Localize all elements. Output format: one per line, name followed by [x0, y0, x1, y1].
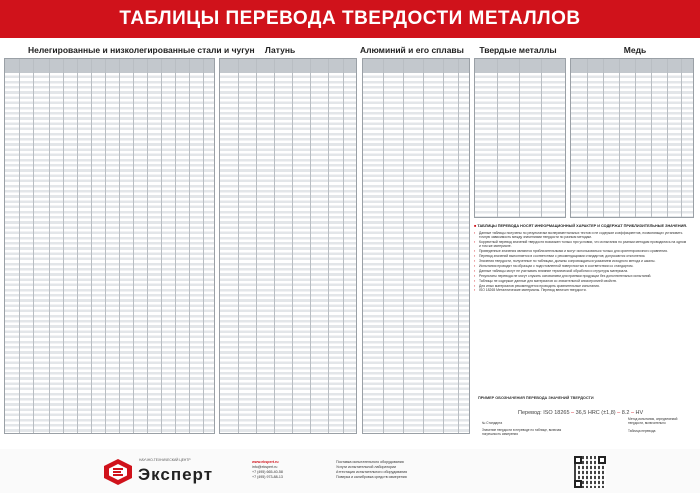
services-list	[336, 460, 407, 480]
example-prefix: Перевод:	[518, 410, 542, 416]
example-value: 36,5 HRC (±1,8)	[575, 410, 616, 416]
notes-heading: ■ ТАБЛИЦЫ ПЕРЕВОДА НОСЯТ ИНФОРМАЦИОННЫЙ ХАРАКТЕР И СОДЕРЖАТ ПРИБЛИЗИТЕЛЬНЫЕ ЗНАЧЕНИЯ.	[474, 224, 688, 228]
table-brass	[219, 58, 357, 434]
example-block	[478, 396, 686, 438]
note-item: ▪ Данные таблицы получены по результатам экспериментальных тестов и не содержат коэффициентов, позволяющих установить точную зависимость между значениями твердости по разным методам.	[474, 231, 688, 240]
contacts	[252, 460, 283, 480]
note-item: ▪ Корректный перевод значений твердости возможен только при условии, что испытания по разным методам проводились на одном и том же материале.	[474, 240, 688, 249]
table-steel	[4, 58, 215, 434]
company-logo	[103, 458, 133, 486]
brand-subtitle: НАУЧНО-ТЕХНИЧЕСКИЙ ЦЕНТР	[139, 458, 191, 462]
qr-marker	[598, 456, 606, 464]
annotation-value: Значение твердости в переводе по таблице, включая погрешность измерения	[482, 428, 562, 436]
website-link[interactable]: www.ekspert.ru	[252, 460, 279, 464]
section-title-copper: Медь	[623, 45, 647, 55]
note-item: ▪ Приведенные значения являются приблизительными и могут использоваться только для ориентировочного сравнения.	[474, 249, 688, 254]
table-copper	[570, 58, 694, 218]
section-title-hard-metals: Твердые металлы	[479, 45, 557, 55]
service-item: Аттестация испытательного оборудования	[336, 470, 408, 474]
section-title-aluminum: Алюминий и его сплавы	[360, 45, 464, 55]
note-item: ▪ ISO 18265 Металлические материалы. Перевод величин твердости.	[474, 288, 688, 293]
note-item: ▪ Таблицы не содержат данные для материалов со значительной анизотропией свойств.	[474, 279, 688, 284]
service-item: Поверка и калибровка средств измерения	[336, 475, 407, 479]
section-title-steel: Нелегированные и низколегированные стали и чугун	[28, 45, 255, 55]
brand-name: Эксперт	[138, 465, 214, 484]
service-item: Поставка испытательного оборудования	[336, 460, 404, 464]
table-aluminum	[362, 58, 470, 434]
note-item: ▪ Перевод значений выполняется в соответствии с рекомендациями стандартов; допускаются отклонения.	[474, 254, 688, 259]
page-title: ТАБЛИЦЫ ПЕРЕВОДА ТВЕРДОСТИ МЕТАЛЛОВ	[119, 8, 581, 29]
annotation-standard: № Стандарта	[482, 421, 503, 425]
qr-marker	[574, 480, 582, 488]
notes-block	[474, 224, 688, 404]
phone-1: +7 (495) 665-40-58	[252, 470, 283, 474]
phone-2: +7 (495) 973-88-13	[252, 475, 283, 479]
note-item: ▪ Данные таблицы могут не учитывать влияние термической обработки и структуры материала.	[474, 269, 688, 274]
example-heading: ПРИМЕР ОБОЗНАЧЕНИЯ ПЕРЕВОДА ЗНАЧЕНИЙ ТВЕРДОСТИ	[478, 396, 594, 400]
example-standard: ISO 18265	[543, 410, 570, 416]
note-item: ▪ Результаты перевода не могут служить основанием для приемки продукции без дополнительных испытаний.	[474, 274, 688, 279]
example-formula: Перевод: ISO 18265 – 36,5 HRC (±1,8) – 8.2 – HV	[518, 410, 644, 416]
note-item: ▪ Для иных материалов рекомендуется проводить сравнительные испытания.	[474, 284, 688, 289]
example-scale: HV	[635, 410, 644, 416]
note-item: ▪ Значения твердости, полученные по таблицам, должны сопровождаться указанием исходного метода и шкалы.	[474, 259, 688, 264]
annotation-scale: Метод испытания, определяемой твердости, включительно	[628, 417, 678, 425]
title-banner	[0, 0, 700, 38]
example-table: 8.2	[621, 410, 630, 416]
qr-marker	[574, 456, 582, 464]
section-title-brass: Латунь	[264, 45, 296, 55]
note-item: ▪ Испытания проводят на образцах с подготовленной поверхностью в соответствии со стандартом.	[474, 264, 688, 269]
email-link[interactable]: info@ekspert.ru	[252, 465, 278, 469]
table-hard-metals	[474, 58, 566, 218]
service-item: Услуги испытательной лаборатории	[336, 465, 397, 469]
annotation-table: Таблица перевода	[628, 429, 656, 433]
